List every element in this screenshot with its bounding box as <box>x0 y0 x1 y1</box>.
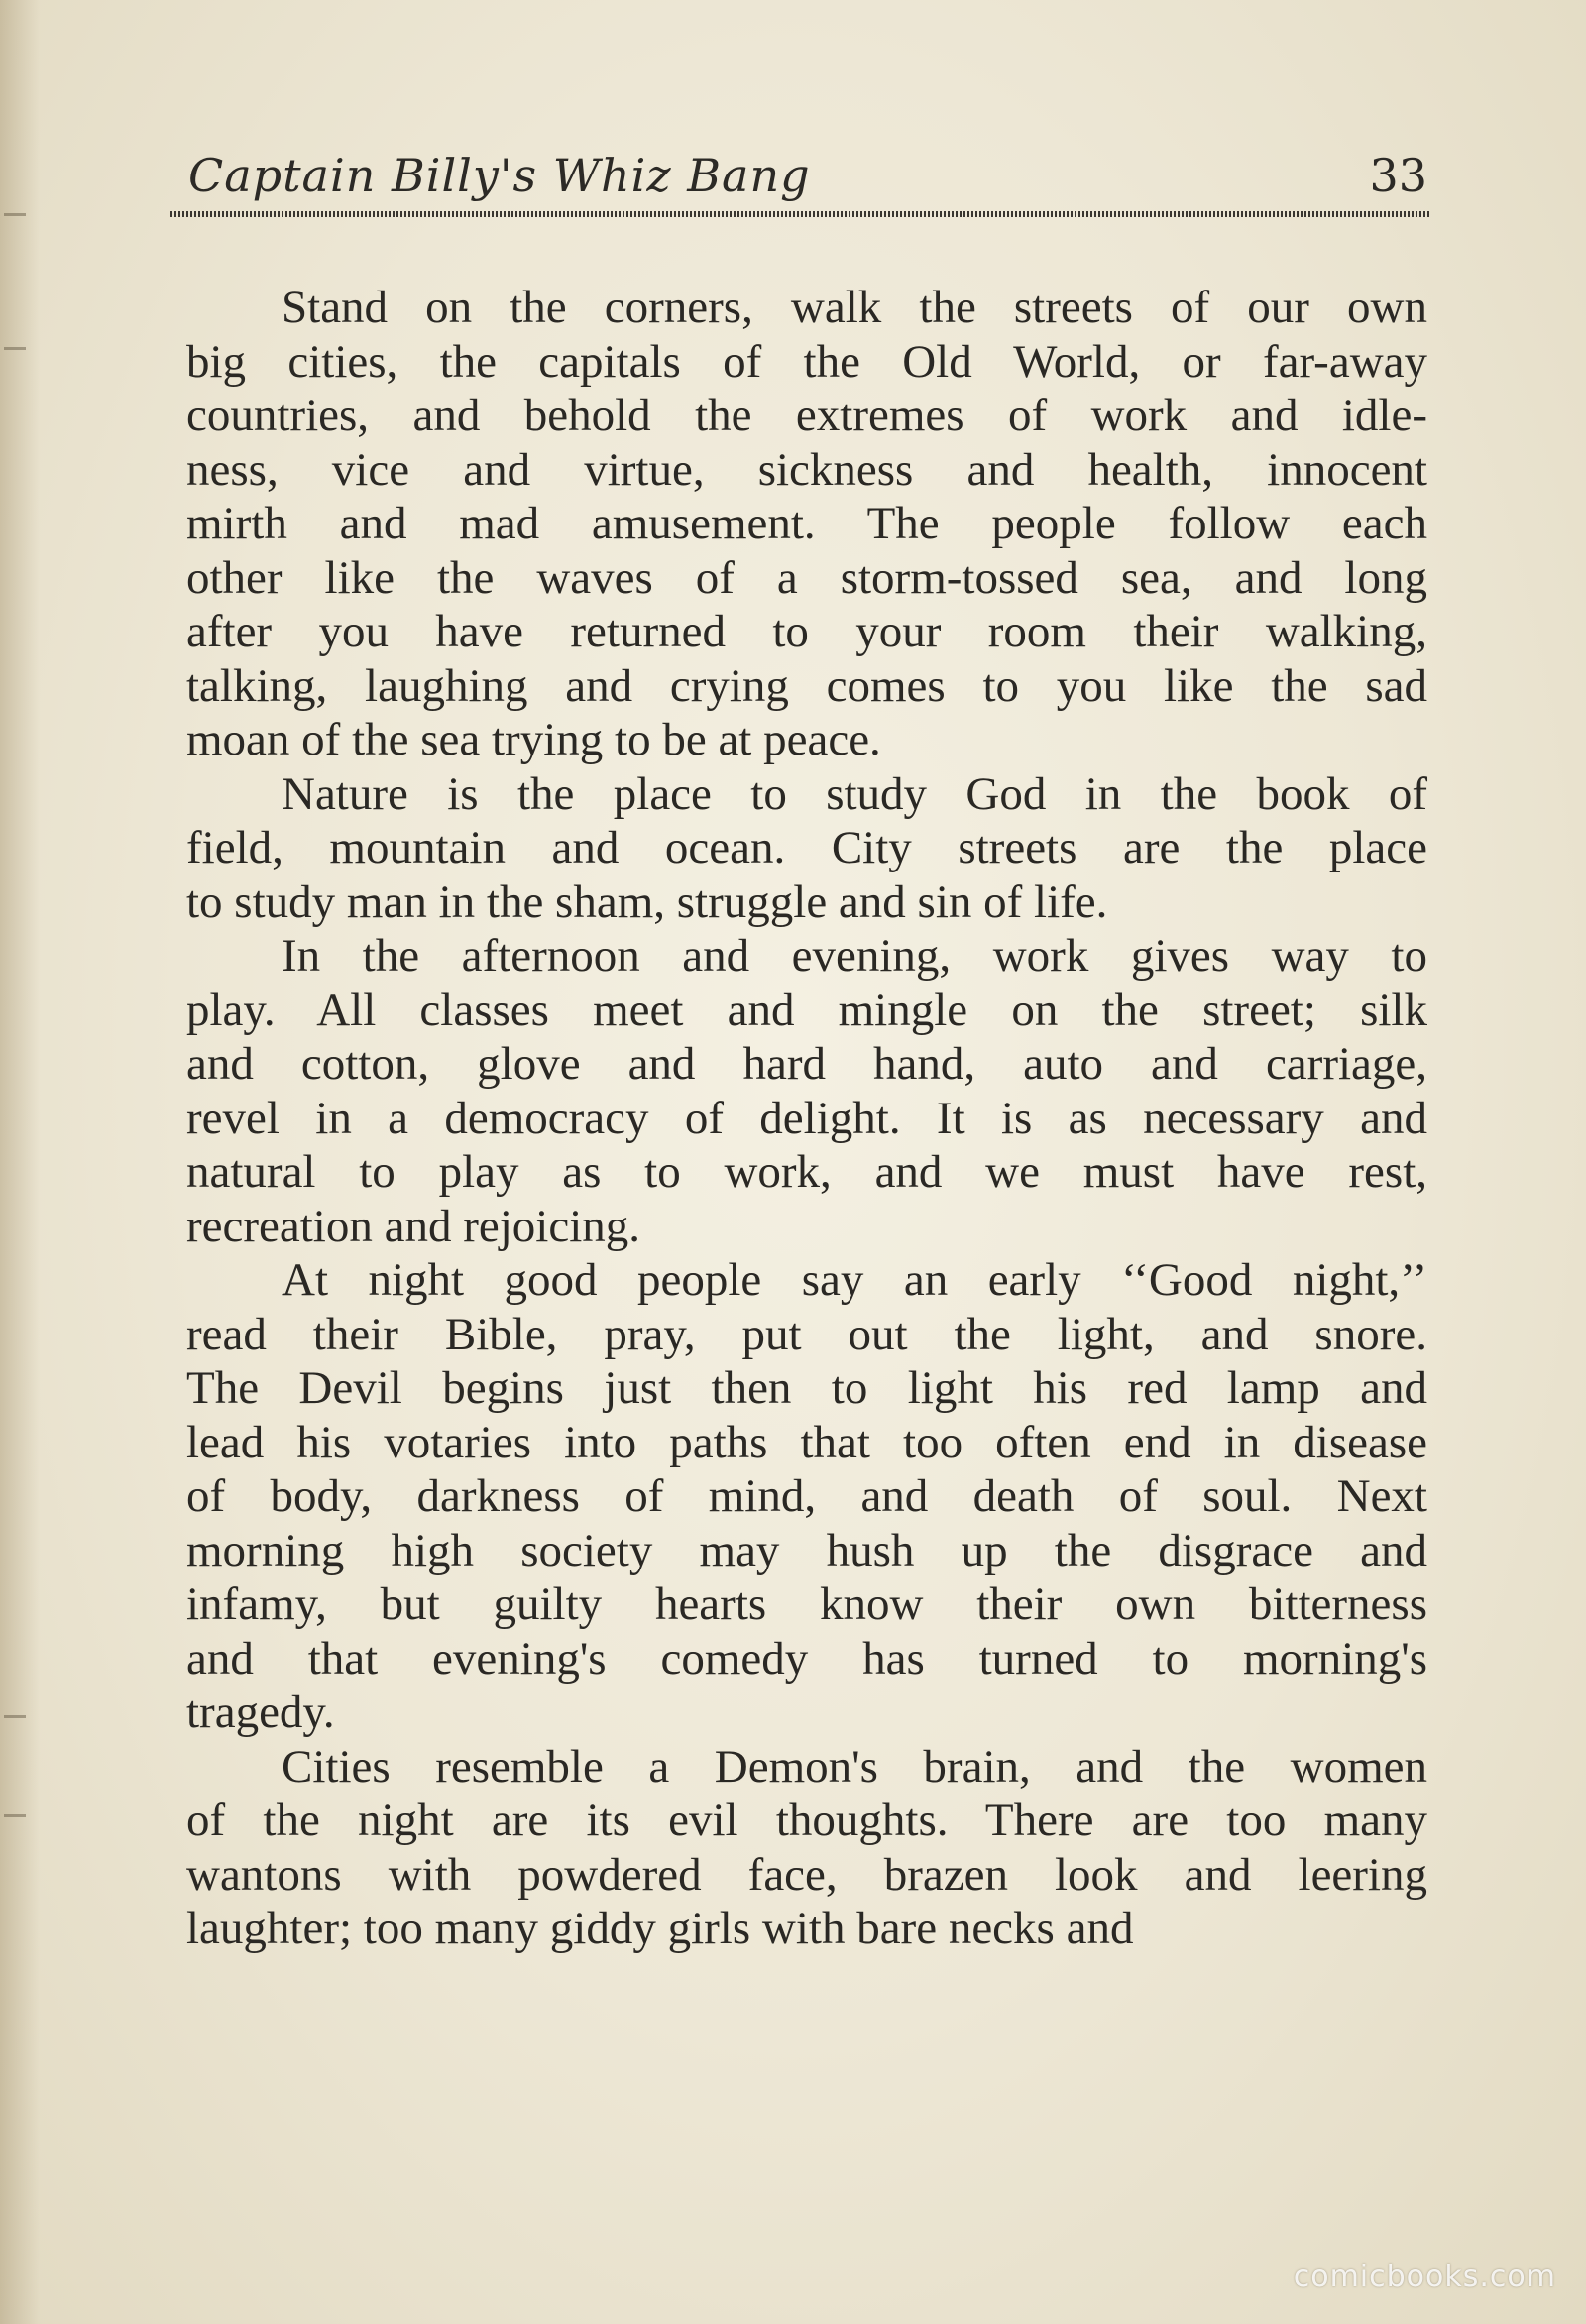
text-line: revel in a democracy of delight. It is as necessary and <box>186 1092 1427 1144</box>
text-line: mirth and mad amusement. The people follow each <box>186 498 1427 549</box>
page-header <box>188 149 1427 208</box>
text-line: At night good people say an early ‘‘Good night,’’ <box>282 1254 1427 1306</box>
text-line: morning high society may hush up the disgrace and <box>186 1524 1427 1576</box>
text-line: and that evening's comedy has turned to morning's <box>186 1632 1427 1685</box>
edge-mark <box>4 1814 26 1817</box>
text-line: wantons with powdered face, brazen look and leering <box>186 1848 1427 1901</box>
text-line: Stand on the corners, walk the streets of our own <box>282 282 1427 333</box>
text-line: natural to play as to work, and we must have rest, <box>186 1146 1427 1198</box>
edge-mark <box>4 213 26 216</box>
watermark: comicbooks.com <box>1293 2260 1556 2294</box>
page-number: 33 <box>1369 149 1427 202</box>
edge-mark <box>4 347 26 350</box>
text-line: The Devil begins just then to light his red lamp and <box>186 1362 1427 1414</box>
text-line: field, mountain and ocean. City streets are the place <box>186 822 1427 873</box>
text-line: Cities resemble a Demon's brain, and the women <box>282 1740 1427 1793</box>
paragraph <box>186 929 1427 1253</box>
text-line: other like the waves of a storm-tossed sea, and long <box>186 551 1427 604</box>
header-rule <box>170 211 1429 217</box>
edge-mark <box>4 1715 26 1718</box>
text-line: of body, darkness of mind, and death of soul. Next <box>186 1470 1427 1522</box>
text-line: Nature is the place to study God in the book of <box>282 767 1427 820</box>
text-line: big cities, the capitals of the Old World, or far-away <box>186 335 1427 388</box>
paragraph <box>186 1253 1427 1740</box>
text-line: laughter; too many giddy girls with bare necks and <box>186 1903 1134 1954</box>
article-body <box>186 281 1427 1956</box>
text-line: after you have returned to your room their walking, <box>186 606 1427 657</box>
text-line: countries, and behold the extremes of work and idle- <box>186 390 1427 441</box>
paragraph <box>186 281 1427 767</box>
text-line: play. All classes meet and mingle on the street; silk <box>186 984 1427 1036</box>
text-line: ness, vice and virtue, sickness and health, innocent <box>186 443 1427 496</box>
running-title: Captain Billy's Whiz Bang <box>188 149 811 202</box>
text-line: infamy, but guilty hearts know their own bitterness <box>186 1578 1427 1630</box>
paragraph <box>186 767 1427 930</box>
paragraph <box>186 1740 1427 1956</box>
text-line: moan of the sea trying to be at peace. <box>186 714 881 765</box>
text-line: and cotton, glove and hard hand, auto and carriage, <box>186 1038 1427 1090</box>
text-line: lead his votaries into paths that too often end in disease <box>186 1416 1427 1468</box>
text-line: read their Bible, pray, put out the light, and snore. <box>186 1308 1427 1360</box>
text-line: of the night are its evil thoughts. There are too many <box>186 1795 1427 1846</box>
text-line: talking, laughing and crying comes to you like the sad <box>186 659 1427 712</box>
text-line: to study man in the sham, struggle and sin of life. <box>186 875 1108 928</box>
text-line: tragedy. <box>186 1686 335 1738</box>
text-line: In the afternoon and evening, work gives way to <box>282 930 1427 982</box>
text-line: recreation and rejoicing. <box>186 1200 641 1252</box>
